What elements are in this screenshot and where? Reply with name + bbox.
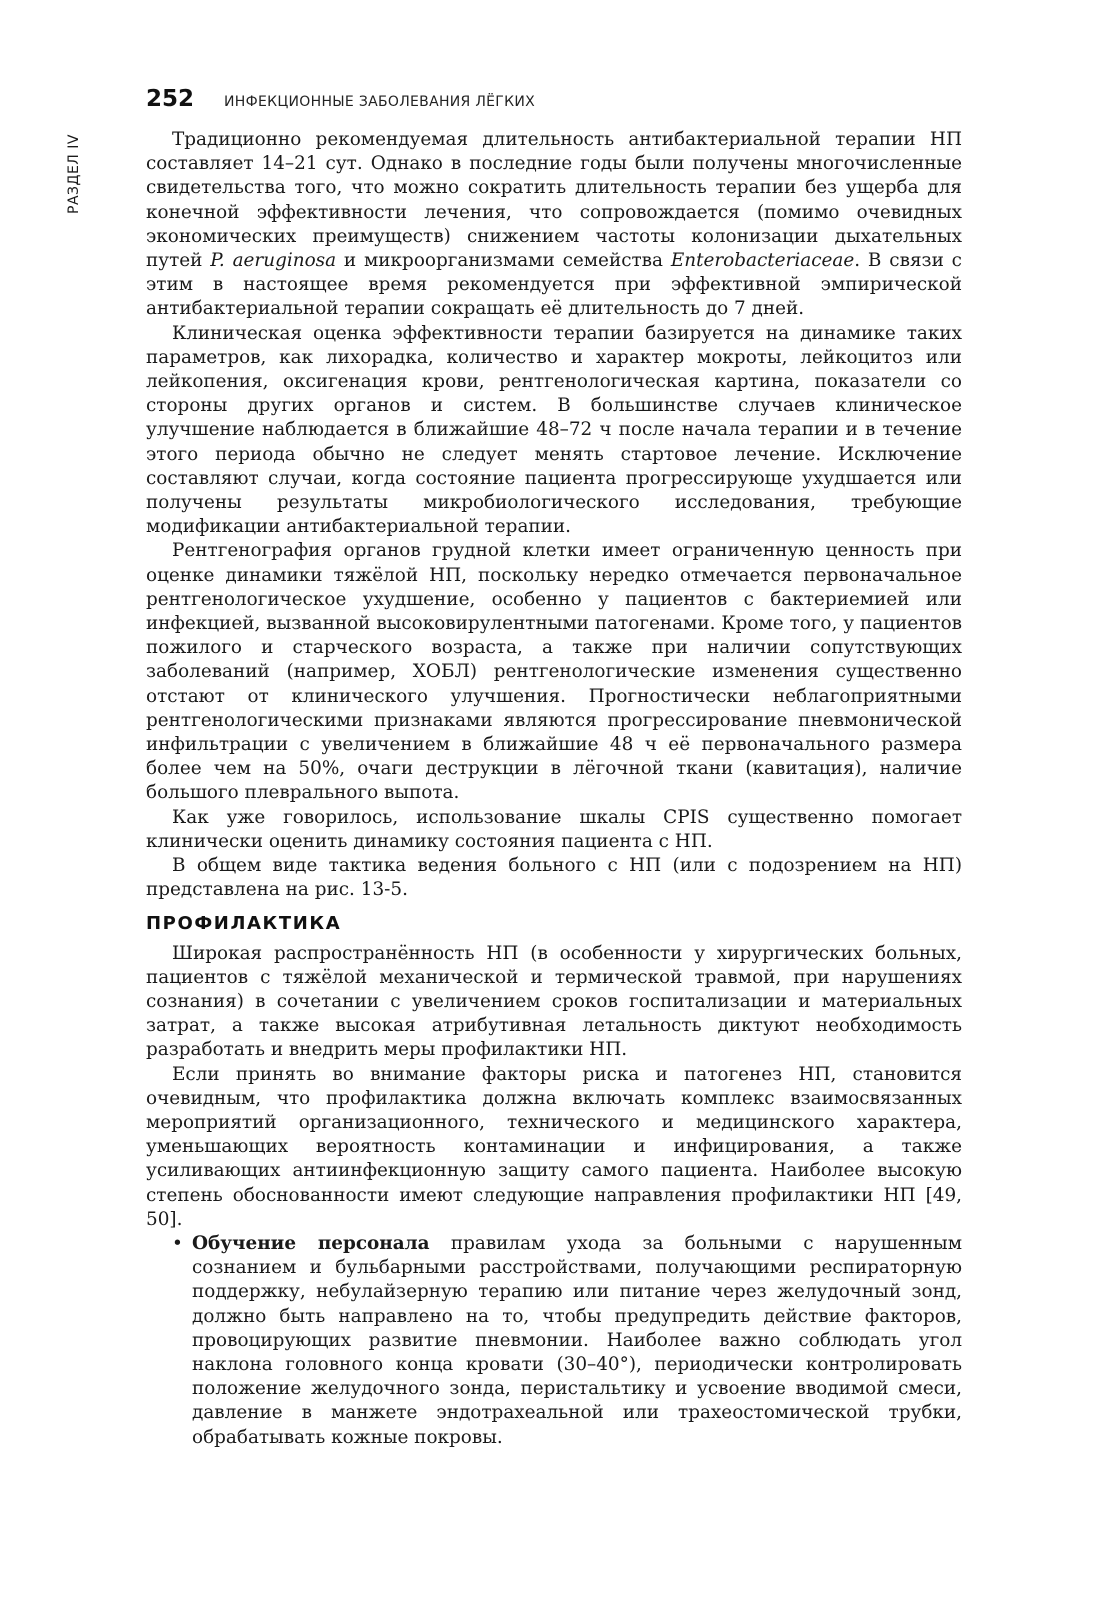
paragraph-text: . В связи с этим в настоящее время рекомендуется при эффективной эмпирической антибактериальной терапии сокращать её длительность до 7 дней. (146, 250, 962, 320)
bullet-bold-lead: Обучение персонала (192, 1232, 430, 1254)
running-header (146, 86, 535, 112)
bullet-text: правилам ухода за больными с нарушенным сознанием и бульбарными расстройствами, получающими респираторную поддержку, небулайзерную терапию или питание через желудочный зонд, должно быть направлено на то, чтобы предупредить действие факторов, провоцирующих развитие пневмонии. Наиболее важно соблюдать угол наклона головного конца кровати (30–40°), периодически контролировать положение желудочного зонда, перистальтику и усвоение вводимой смеси, давление в манжете эндотрахеальной или трахеостомической трубки, обрабатывать кожные покровы. (192, 1232, 963, 1448)
bullet-list (146, 1232, 962, 1450)
paragraph-prevalence: Широкая распространённость НП (в особенности у хирургических больных, пациентов с тяжёлой механической и термической травмой, при нарушениях сознания) в сочетании с увеличением сроков госпитализации и материальных затрат, а также высокая атрибутивная летальность диктуют необходимость разработать и внедрить меры профилактики НП. (146, 942, 962, 1061)
page-number: 252 (146, 86, 195, 112)
section-side-label-text: РАЗДЕЛ IV (66, 134, 82, 214)
paragraph-radiography: Рентгенография органов грудной клетки имеет ограниченную ценность при оценке динамики тяжёлой НП, поскольку нередко отмечается первоначальное рентгенологическое ухудшение, особенно у пациентов с бактериемией или инфекцией, вызванной высоковирулентными патогенами. Кроме того, у пациентов пожилого и старческого возраста, а также при наличии сопутствующих заболеваний (например, ХОБЛ) рентгенологические изменения существенно отстают от клинического улучшения. Прогностически неблагоприятными рентгенологическими признаками являются прогрессирование пневмонической инфильтрации с увеличением в ближайшие 48 ч её первоначального размера более чем на 50%, очаги деструкции в лёгочной ткани (кавитация), наличие большого плеврального выпота. (146, 540, 962, 804)
paragraph-prevention-directions: Если принять во внимание факторы риска и патогенез НП, становится очевидным, что профилактика должна включать комплекс взаимосвязанных мероприятий организационного, технического и медицинского характера, уменьшающих вероятность контаминации и инфицирования, а также усиливающих антиинфекционную защиту самого пациента. Наиболее высокую степень обоснованности имеют следующие направления профилактики НП [49, 50]. (146, 1063, 962, 1230)
page-body (146, 128, 962, 1450)
italic-family-name: Enterobacteriaceae (670, 250, 855, 272)
running-title: ИНФЕКЦИОННЫЕ ЗАБОЛЕВАНИЯ ЛЁГКИХ (224, 94, 536, 110)
paragraph-clinical-assessment: Клиническая оценка эффективности терапии базируется на динамике таких параметров, как лихорадка, количество и характер мокроты, лейкоцитоз или лейкопения, оксигенация крови, рентгенологическая картина, показатели со стороны других органов и систем. В большинстве случаев клиническое улучшение наблюдается в ближайшие 48–72 ч после начала терапии и в течение этого периода обычно не следует менять стартовое лечение. Исключение составляют случаи, когда состояние пациента прогрессирующе ухудшается или получены результаты микробиологического исследования, требующие модификации антибактериальной терапии. (146, 322, 962, 538)
paragraph-management-tactics: В общем виде тактика ведения больного с НП (или с подозрением на НП) представлена на рис. 13-5. (146, 855, 962, 901)
italic-species-name: P. aeruginosa (210, 250, 337, 272)
paragraph-text: и микроорганизмами семейства (336, 250, 671, 272)
paragraph-therapy-duration (146, 128, 962, 322)
section-heading-prophylaxis: ПРОФИЛАКТИКА (146, 912, 342, 934)
bullet-dot-icon: • (172, 1232, 183, 1254)
section-side-label (62, 132, 86, 216)
paragraph-text: Традиционно рекомендуемая длительность антибактериальной терапии НП составляет 14–21 сут. Однако в последние годы были получены многочисленные свидетельства того, что можно сократить длительность терапии без ущерба для конечной эффективности лечения, что сопровождается (помимо очевидных экономических преимуществ) снижением частоты колонизации дыхательных путей (146, 129, 962, 272)
paragraph-cpis: Как уже говорилось, использование шкалы CPIS существенно помогает клинически оценить динамику состояния пациента с НП. (146, 806, 962, 852)
list-item (146, 1232, 962, 1450)
